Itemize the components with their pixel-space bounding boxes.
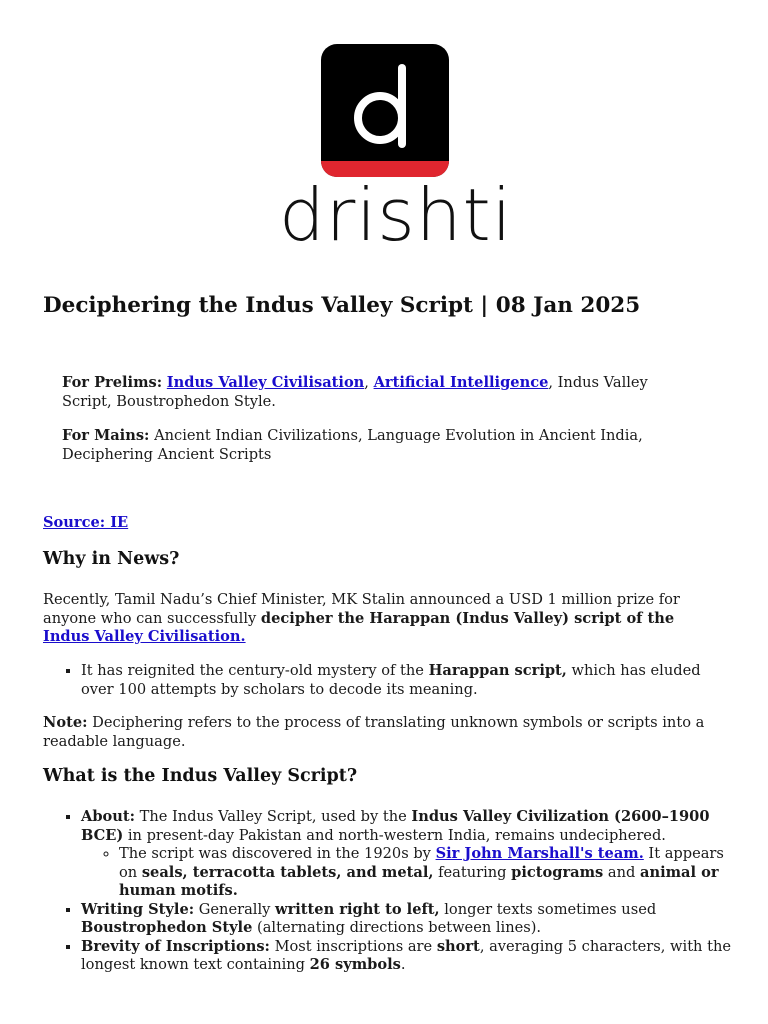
mains-label: For Mains: [62,427,150,444]
list-item-about-sub: ◦ The script was discovered in the 1920s by Sir John Marshall's team. It appears on seals, terracotta tablets, and metal, featuring pictograms and animal or human motifs. [119,845,733,901]
what-heading-wrap [43,767,733,786]
why-in-news-heading: Why in News? [43,549,180,569]
list-item-about: ▪ About: The Indus Valley Script, used by the Indus Valley Civilization (2600–1900 BCE) in present-day Pakistan and north-western India, remains undeciphered. ◦ The script was discovered in the 1920s by Sir John Marshall's team. It appears on seals, terracotta tablets, and metal, featuring pictograms and animal or human motifs. [81,808,733,901]
why-heading-wrap [43,550,733,569]
source-line [43,514,128,533]
mains-text: Ancient Indian Civilizations, Language Evolution in Ancient India, Deciphering Ancient Scripts [62,427,643,463]
logo-badge [321,44,449,177]
prelims-text: , Indus Valley Script, Boustrophedon Style. [62,374,648,410]
drishti-logo [279,44,513,258]
list-item: ▪ It has reignited the century-old mystery of the Harappan script, which has eluded over 100 attempts by scholars to decode its meaning. [81,662,733,699]
mains-section [62,427,702,464]
why-bullets [43,662,733,699]
logo-wordmark: drishti [279,173,513,257]
what-is-script-heading: What is the Indus Valley Script? [43,766,358,786]
prelims-label: For Prelims: [62,374,163,391]
what-bullets [43,808,733,975]
list-item-writing-style: ▪ Writing Style: Generally written right to left, longer texts sometimes used Boustrophedon Style (alternating directions between lines). [81,901,733,938]
note-paragraph: Note: Deciphering refers to the process of translating unknown symbols or scripts into a readable language. [43,714,705,750]
source-link[interactable]: Source: IE [43,514,129,531]
link-indus-valley-civilisation[interactable]: Indus Valley Civilisation [166,374,365,391]
logo-d-glyph [321,44,449,164]
link-indus-valley-civilisation-2[interactable]: Indus Valley Civilisation. [43,628,246,645]
prelims-section: For Prelims: Indus Valley Civilisation, Artificial Intelligence, Indus Valley Script, Boustrophedon Style. [62,374,648,410]
list-item-brevity: ▪ Brevity of Inscriptions: Most inscriptions are short, averaging 5 characters, with the longest known text containing 26 symbols. [81,938,733,975]
note-label: Note: [43,714,88,731]
link-sir-john-marshall[interactable]: Sir John Marshall's team. [435,845,644,862]
page-title: Deciphering the Indus Valley Script | 08 Jan 2025 [43,293,641,318]
why-paragraph: Recently, Tamil Nadu’s Chief Minister, MK Stalin announced a USD 1 million prize for anyone who can successfully decipher the Harappan (Indus Valley) script of the Indus Valley Civilisation. [43,591,680,645]
link-artificial-intelligence[interactable]: Artificial Intelligence [373,374,549,391]
